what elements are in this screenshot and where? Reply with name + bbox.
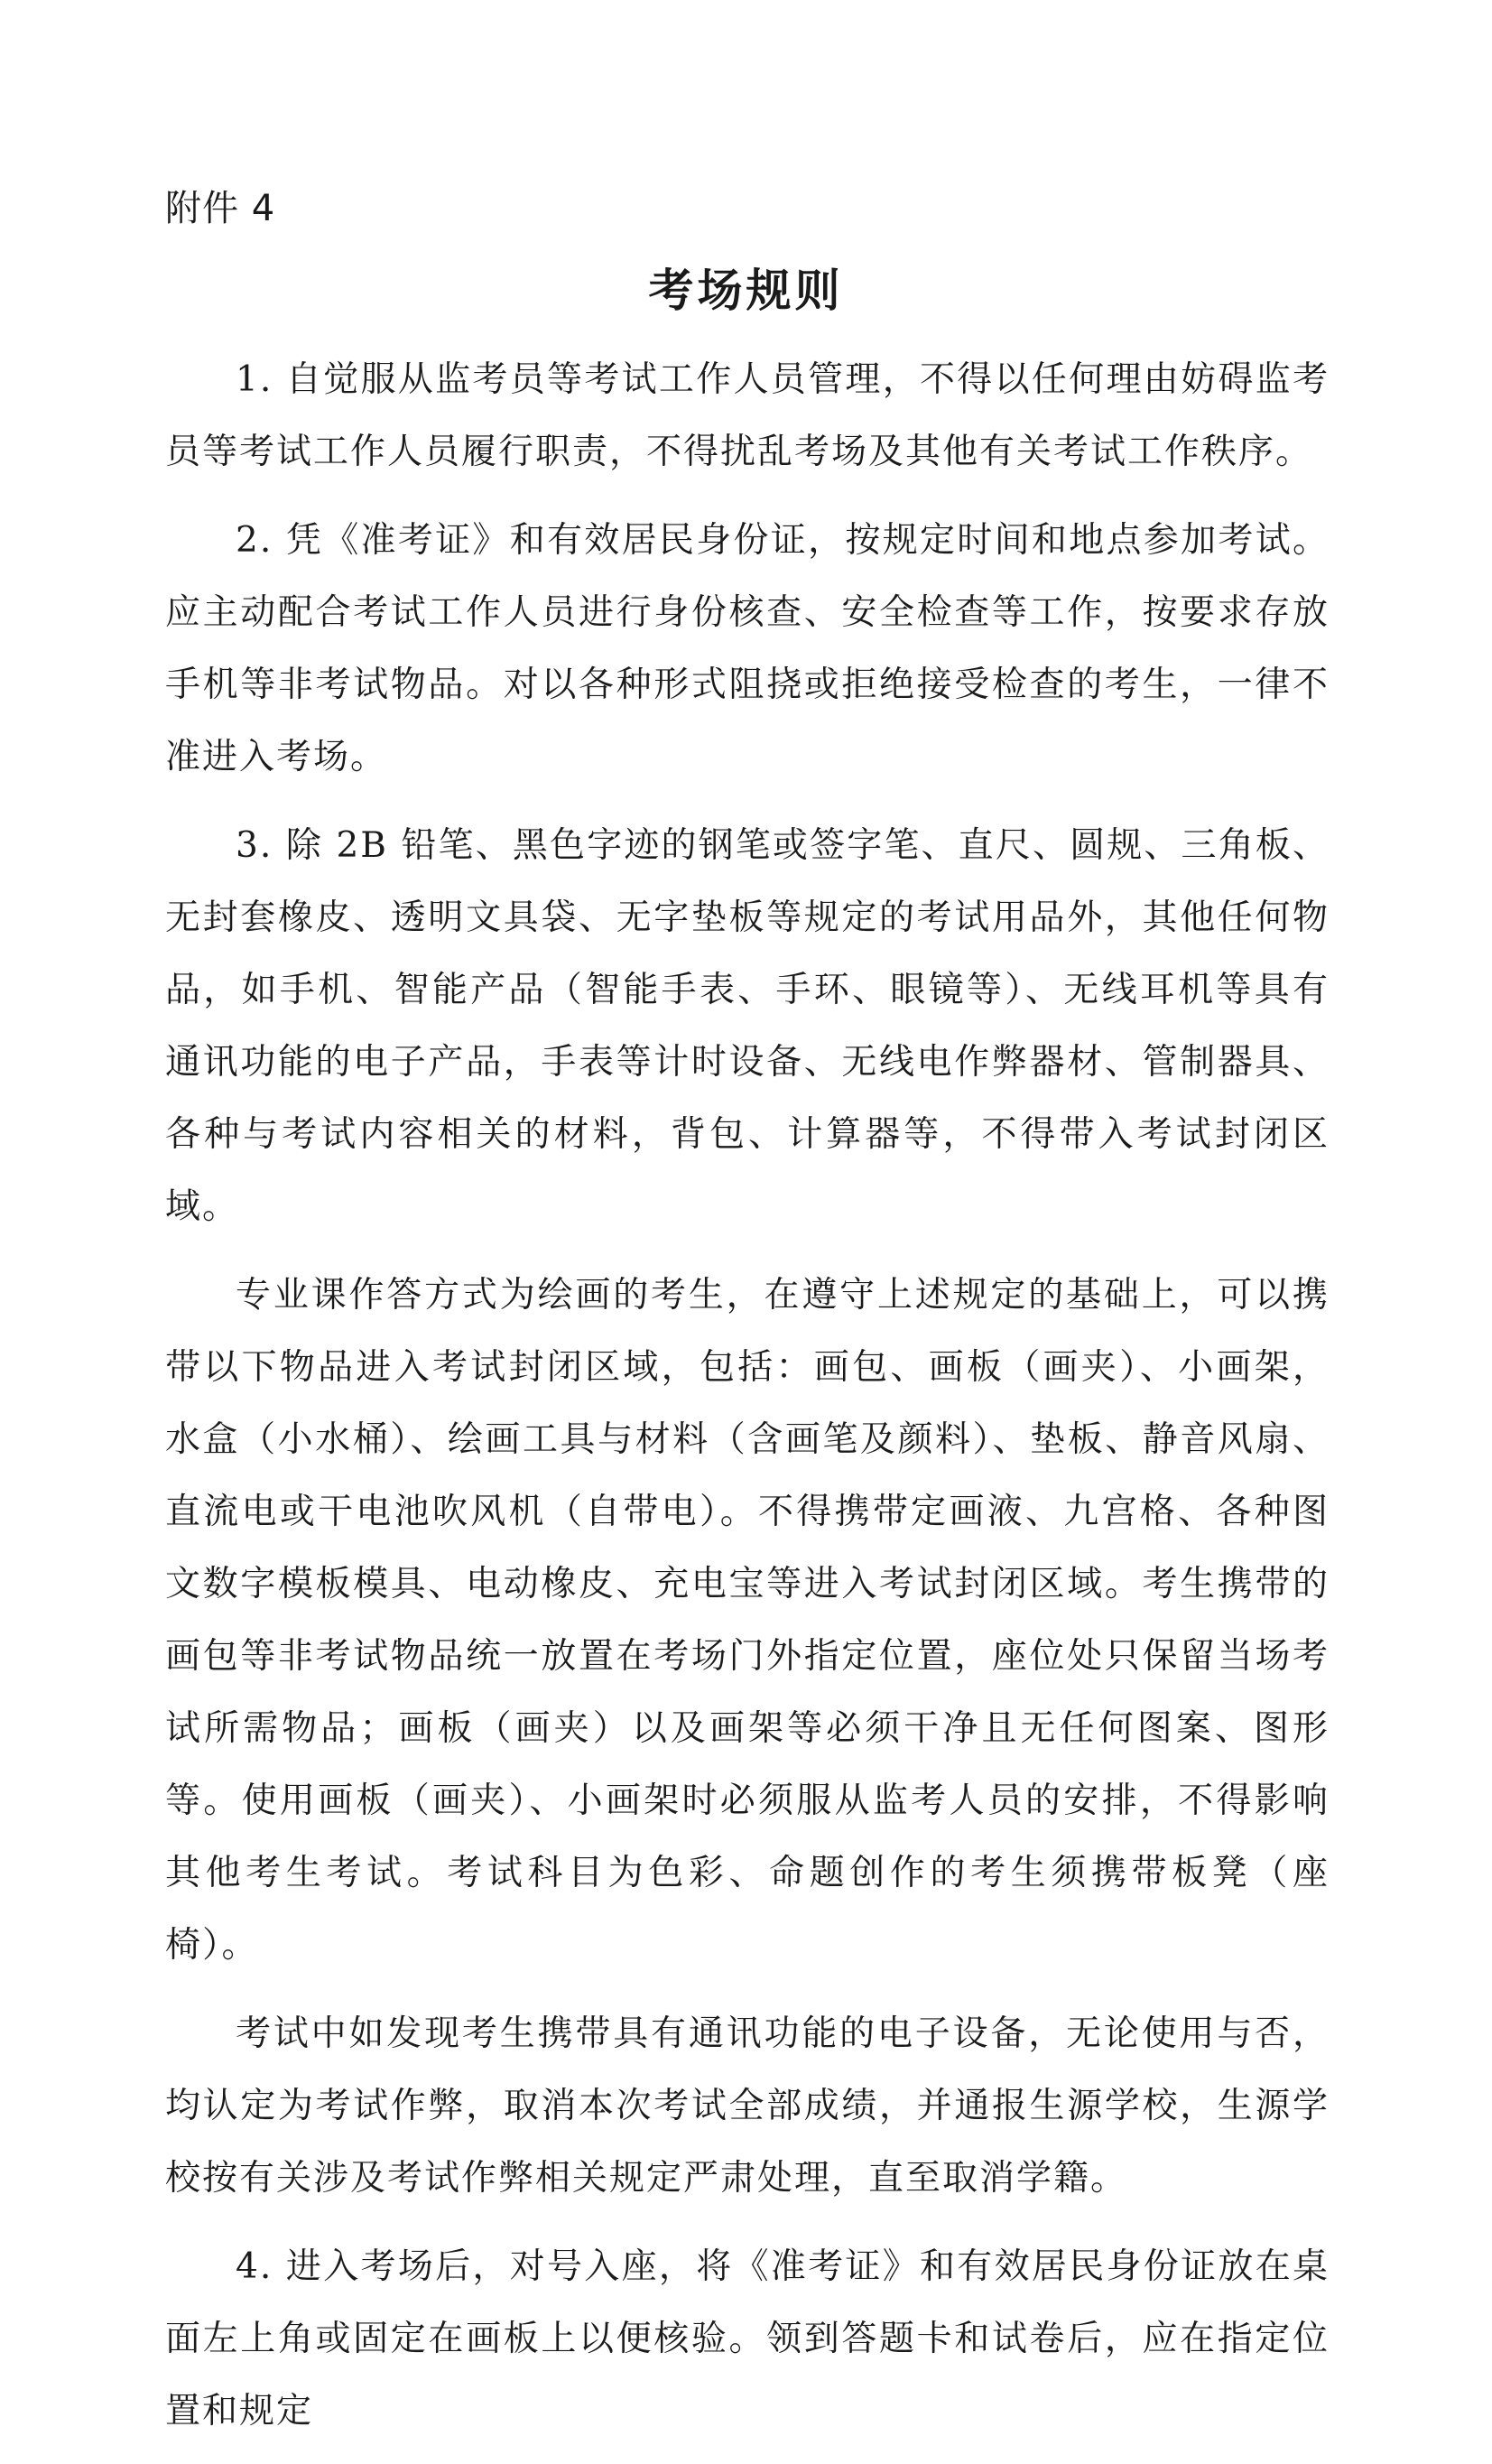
rule-paragraph-3-drawing: 专业课作答方式为绘画的考生，在遵守上述规定的基础上，可以携带以下物品进入考试封闭区域，包括：画包、画板（画夹）、小画架，水盒（小水桶）、绘画工具与材料（含画笔及颜料）、垫板、静音风扇、直流电或干电池吹风机（自带电）。不得携带定画液、九宫格、各种图文数字模板模具、电动橡皮、充电宝等进入考试封闭区域。考生携带的画包等非考试物品统一放置在考场门外指定位置，座位处只保留当场考试所需物品；画板（画夹）以及画架等必须干净且无任何图案、图形等。使用画板（画夹）、小画架时必须服从监考人员的安排，不得影响其他考生考试。考试科目为色彩、命题创作的考生须携带板凳（座椅）。 — [165, 1275, 1330, 1966]
document-title: 考场规则 — [648, 265, 844, 317]
rule-paragraph-3-cheating: 考试中如发现考生携带具有通讯功能的电子设备，无论使用与否，均认定为考试作弊，取消本次考试全部成绩，并通报生源学校，生源学校按有关涉及考试作弊相关规定严肃处理，直至取消学籍。 — [165, 2013, 1330, 2199]
rule-paragraph-1: 1. 自觉服从监考员等考试工作人员管理，不得以任何理由妨碍监考员等考试工作人员履行职责，不得扰乱考场及其他有关考试工作秩序。 — [165, 359, 1330, 472]
document-body — [165, 344, 1330, 2464]
rule-paragraph-2: 2. 凭《准考证》和有效居民身份证，按规定时间和地点参加考试。应主动配合考试工作人员进行身份核查、安全检查等工作，按要求存放手机等非考试物品。对以各种形式阻挠或拒绝接受检查的考生，一律不准进入考场。 — [165, 520, 1330, 777]
rule-paragraph-4: 4. 进入考场后，对号入座，将《准考证》和有效居民身份证放在桌面左上角或固定在画板上以便核验。领到答题卡和试卷后，应在指定位置和规定 — [165, 2246, 1330, 2431]
rule-paragraph-3: 3. 除 2B 铅笔、黑色字迹的钢笔或签字笔、直尺、圆规、三角板、无封套橡皮、透明文具袋、无字垫板等规定的考试用品外，其他任何物品，如手机、智能产品（智能手表、手环、眼镜等）、无线耳机等具有通讯功能的电子产品，手表等计时设备、无线电作弊器材、管制器具、各种与考试内容相关的材料，背包、计算器等，不得带入考试封闭区域。 — [165, 825, 1330, 1227]
attachment-label: 附件 4 — [165, 188, 276, 229]
